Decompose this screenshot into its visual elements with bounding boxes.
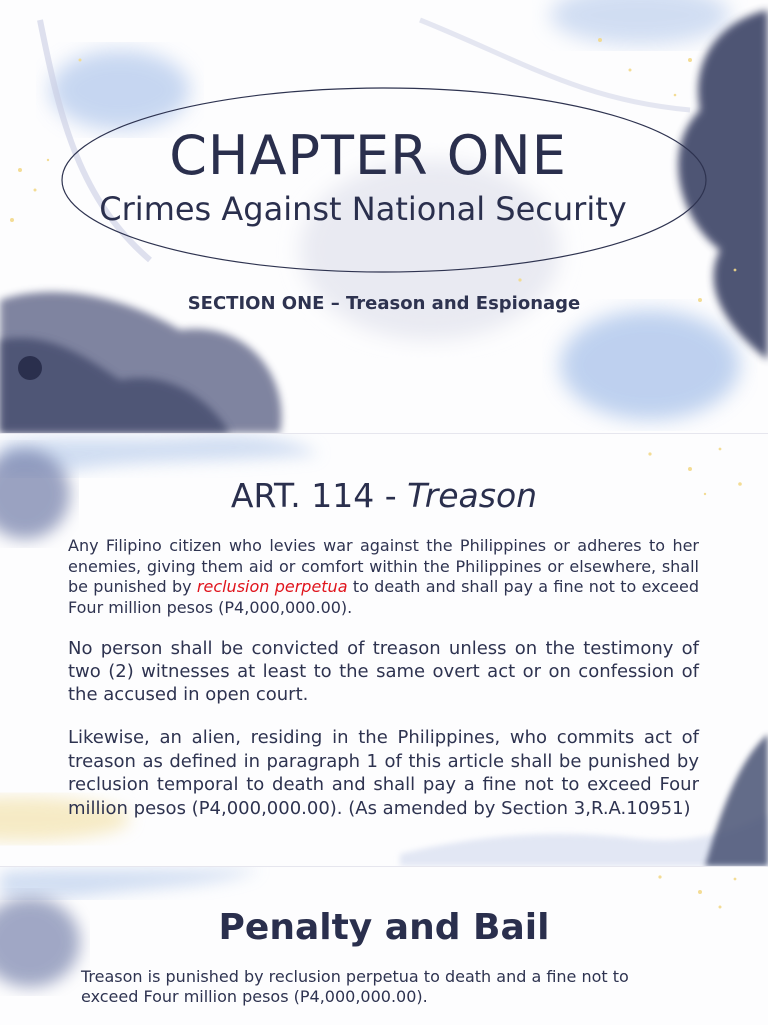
- penalty-and-bail-slide: [0, 866, 768, 1025]
- penalty-bail-text: Treason is punished by reclusion perpetua to death and a fine not to exceed Four million pesos (P4,000,000.00).: [81, 967, 629, 1006]
- section-heading: SECTION ONE – Treason and Espionage: [187, 293, 581, 314]
- chapter-title: CHAPTER ONE: [169, 124, 567, 187]
- article-name: Treason: [407, 476, 538, 515]
- article-paragraph-2: No person shall be convicted of treason unless on the testimony of two (2) witnesses at least to the same overt act or on confession of the accused in open court.: [68, 638, 699, 705]
- penalty-bail-title: Penalty and Bail: [218, 907, 550, 948]
- chapter-title-slide: [0, 0, 768, 433]
- article-114-slide: [0, 433, 768, 866]
- paragraph-1-text-end: to death and shall pay a fine not to exceed Four million pesos (P4,000,000.00).: [68, 577, 700, 617]
- article-title: [0, 476, 768, 515]
- article-number: ART. 114 -: [230, 476, 408, 515]
- article-paragraph-3: Likewise, an alien, residing in the Philippines, who commits act of treason as defined in paragraph 1 of this article shall be punished by reclusion temporal to death and shall pay a fine not to exceed Four million pesos (P4,000,000.00). (As amended by Section 3,R.A.10951): [68, 727, 699, 819]
- highlighted-term: reclusion perpetua: [196, 577, 348, 596]
- paragraph-1-text: Any Filipino citizen who levies war against the Philippines or adheres to her enemies, giving them aid or comfort within the Philippines or elsewhere, shall be punished by: [68, 536, 699, 596]
- article-paragraph-1: [68, 536, 699, 618]
- chapter-subtitle: Crimes Against National Security: [99, 190, 627, 228]
